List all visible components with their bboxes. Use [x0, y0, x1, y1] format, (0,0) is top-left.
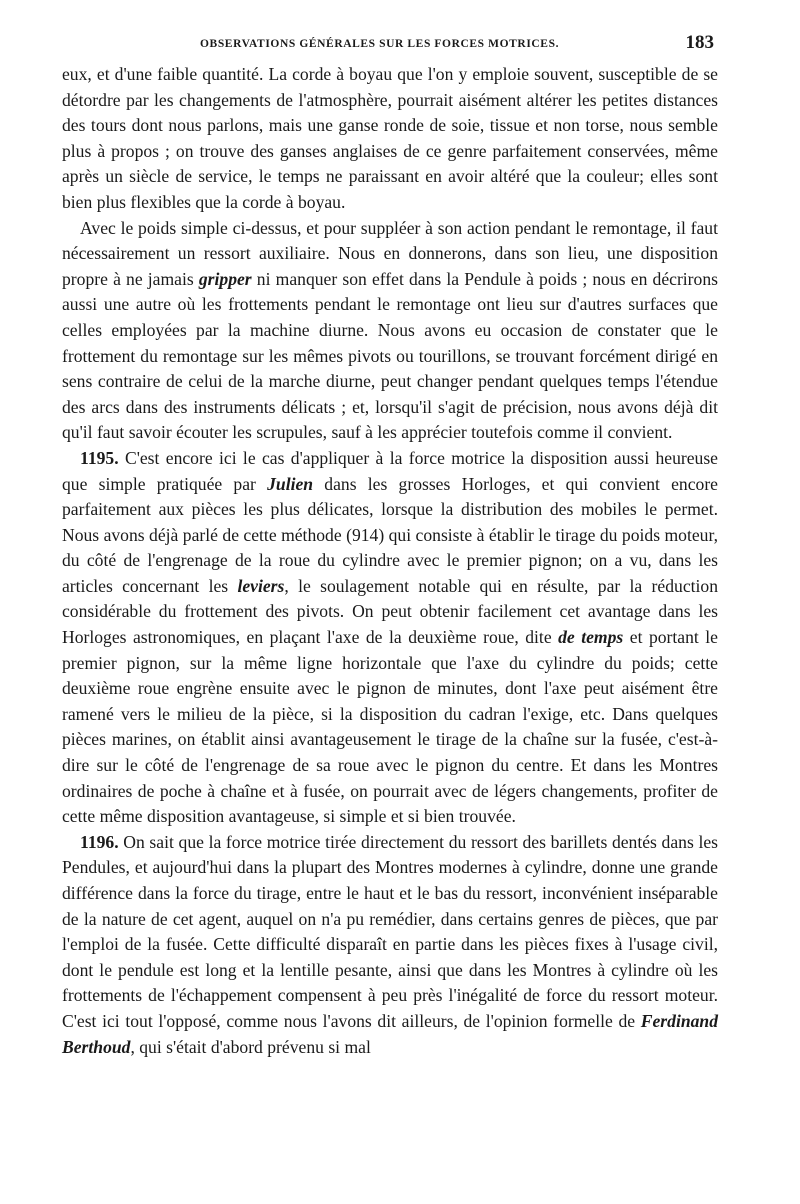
- paragraph-number: 1195.: [80, 447, 119, 468]
- paragraph-continuation: [62, 62, 718, 216]
- paragraph-text: ni manquer son effet dans la Pendule à poids ; nous en décrirons aussi une autre où les frottements pendant le remontage ont lieu sur d'autres surfaces que celles employées par la machine diurne. Nous avons eu occasion de constater que le frottement du remontage sur les mêmes pivots ou tourillons, se trouvant forcément dirigé en sens contraire de celui de la marche diurne, peut changer pendant quelques temps l'étendue des arcs dans des instruments délicats ; et, lorsqu'il s'agit de précision, nous avons déjà dit qu'il faut savoir écouter les scrupules, sauf à les apprécier toutefois comme il convient.: [62, 268, 718, 443]
- paragraph-number: 1196.: [80, 831, 119, 852]
- paragraph-text: On sait que la force motrice tirée directement du ressort des barillets dentés dans les Pendules, et aujourd'hui dans la plupart des Montres modernes à cylindre, donne une grande différence dans la force du tirage, entre le haut et le bas du ressort, inconvénient inséparable de la nature de cet agent, auquel on n'a pu remédier, dans certains genres de pièces, que par l'emploi de la fusée. Cette difficulté disparaît en partie dans les pièces fixes à l'usage civil, dont le pendule est long et la lentille pesante, ainsi que dans les Montres à cylindre où les frottements de l'échappement compensent à peu près l'inégalité de force du ressort moteur. C'est ici tout l'opposé, comme nous l'avons dit ailleurs, de l'opinion formelle de: [62, 831, 718, 1031]
- paragraph-text: Avec le poids simple ci-dessus, et pour suppléer à son action pendant le remontage, il faut nécessairement un ressort auxiliaire. Nous en donnerons, dans son lieu, une disposition propre à ne jamais: [62, 217, 718, 289]
- running-title: OBSERVATIONS GÉNÉRALES SUR LES FORCES MOTRICES.: [200, 38, 560, 50]
- italic-name-berthoud: Ferdinand Berthoud: [62, 1010, 718, 1057]
- paragraph-text: C'est encore ici le cas d'appliquer à la force motrice la disposition aussi heureuse que simple pratiquée par: [62, 447, 718, 494]
- paragraph-text: , le soulagement notable qui en résulte, par la réduction considérable du frottement des pivots. On peut obtenir facilement cet avantage dans les Horloges astronomiques, en plaçant l'axe de la deuxième roue, dite: [62, 575, 718, 648]
- paragraph-text: eux, et d'une faible quantité. La corde à boyau que l'on y emploie souvent, susceptible de se détordre par les changements de l'atmosphère, pourrait aisément altérer les petites distances des tours dont nous parlons, mais une ganse ronde de soie, tissue et non torse, nous semble plus à propos ; on trouve des ganses anglaises de ce genre parfaitement conservées, même après un siècle de service, le temps ne paraissant en avoir altéré que la couleur; elles sont bien plus flexibles que la corde à boyau.: [62, 64, 718, 212]
- italic-term-de-temps: de temps: [558, 627, 624, 648]
- body-text: [62, 62, 718, 1060]
- running-head: [62, 32, 718, 62]
- paragraph-1196: [62, 830, 718, 1060]
- page-number: 183: [685, 32, 714, 53]
- paragraph-text: dans les grosses Horloges, et qui convient encore parfaitement aux pièces les plus délicates, lorsque la distribution des mobiles le permet. Nous avons déjà parlé de cette méthode (914) qui consiste à établir le tirage du poids moteur, du côté de l'engrenage de la roue du cylindre avec le premier pignon; on a vu, dans les articles concernant les: [62, 473, 718, 596]
- italic-term-gripper: gripper: [198, 268, 252, 289]
- book-page: [62, 32, 718, 1060]
- paragraph-text: , qui s'était d'abord prévenu si mal: [130, 1036, 371, 1057]
- paragraph-auxiliary-spring: [62, 216, 718, 446]
- italic-term-leviers: leviers: [237, 575, 285, 596]
- italic-name-julien: Julien: [267, 473, 314, 494]
- paragraph-text: et portant le premier pignon, sur la même ligne horizontale que l'axe du cylindre du poids; cette deuxième roue engrène ensuite avec le pignon de minutes, dont l'axe peut aisément être ramené vers le milieu de la pièce, si la disposition du cadran l'exige, etc. Dans quelques pièces marines, on établit ainsi avantageusement le tirage de la chaîne sur la fusée, c'est-à-dire sur le côté de l'engrenage de sa roue avec le pignon du centre. Et dans les Montres ordinaires de poche à chaîne et à fusée, on pourrait avec de légers changements, profiter de cette même disposition avantageuse, si simple et si bien trouvée.: [62, 627, 718, 827]
- paragraph-1195: [62, 446, 718, 830]
